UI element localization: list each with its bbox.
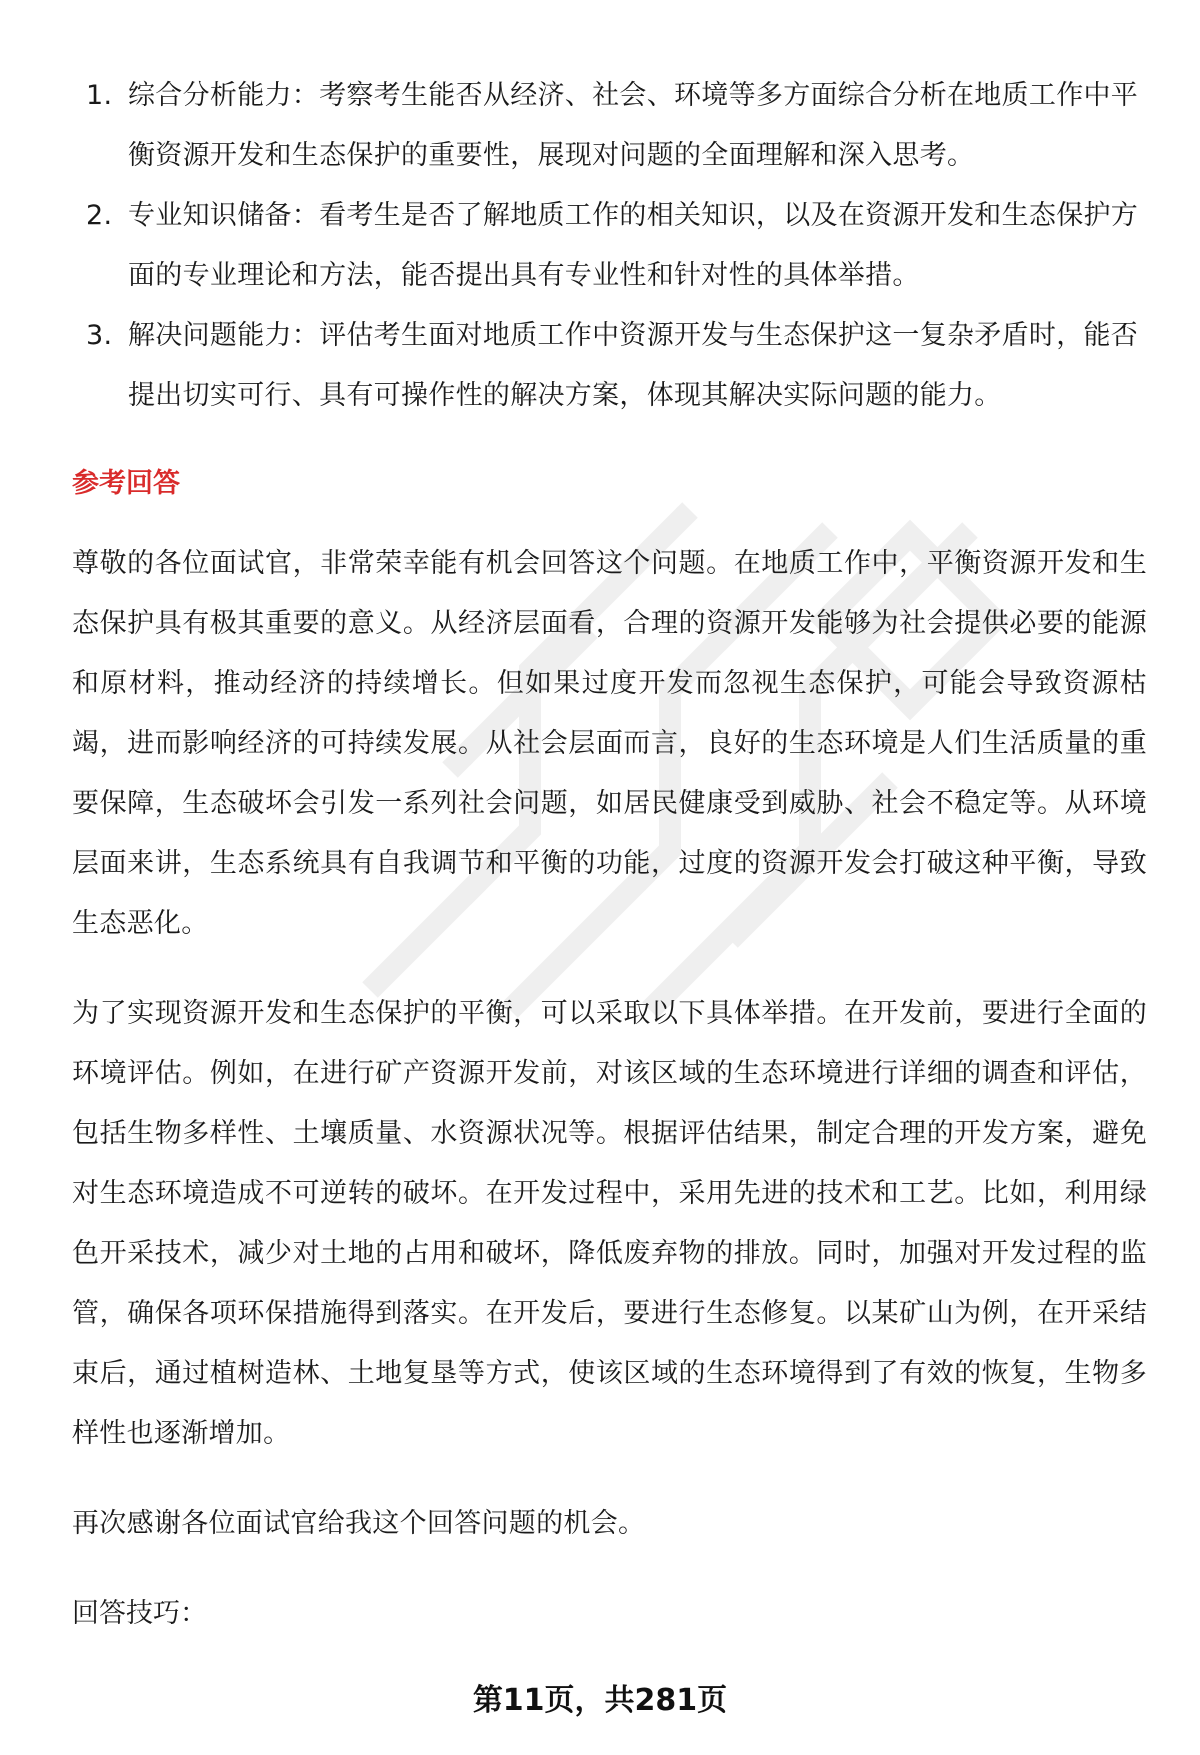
criteria-item	[72, 306, 1147, 426]
criteria-number: 3.	[86, 320, 113, 351]
criteria-number: 1.	[86, 80, 113, 111]
answer-paragraph: 为了实现资源开发和生态保护的平衡，可以采取以下具体举措。在开发前，要进行全面的环境评估。例如，在进行矿产资源开发前，对该区域的生态环境进行详细的调查和评估，包括生物多样性、土壤质量、水资源状况等。根据评估结果，制定合理的开发方案，避免对生态环境造成不可逆转的破坏。在开发过程中，采用先进的技术和工艺。比如，利用绿色开采技术，减少对土地的占用和破坏，降低废弃物的排放。同时，加强对开发过程的监管，确保各项环保措施得到落实。在开发后，要进行生态修复。以某矿山为例，在开采结束后，通过植树造林、土地复垦等方式，使该区域的生态环境得到了有效的恢复，生物多样性也逐渐增加。	[72, 998, 1147, 1449]
criteria-text: 综合分析能力：考察考生能否从经济、社会、环境等多方面综合分析在地质工作中平衡资源开发和生态保护的重要性，展现对问题的全面理解和深入思考。	[128, 80, 1139, 171]
answer-tips-label: 回答技巧：	[72, 1598, 207, 1629]
criteria-number: 2.	[86, 200, 113, 231]
answer-paragraph: 尊敬的各位面试官，非常荣幸能有机会回答这个问题。在地质工作中，平衡资源开发和生态保护具有极其重要的意义。从经济层面看，合理的资源开发能够为社会提供必要的能源和原材料，推动经济的持续增长。但如果过度开发而忽视生态保护，可能会导致资源枯竭，进而影响经济的可持续发展。从社会层面而言，良好的生态环境是人们生活质量的重要保障，生态破坏会引发一系列社会问题，如居民健康受到威胁、社会不稳定等。从环境层面来讲，生态系统具有自我调节和平衡的功能，过度的资源开发会打破这种平衡，导致生态恶化。	[72, 548, 1147, 939]
answer-paragraph: 再次感谢各位面试官给我这个回答问题的机会。	[72, 1508, 646, 1539]
evaluation-criteria-list	[72, 66, 1147, 426]
criteria-item	[72, 186, 1147, 306]
criteria-text: 解决问题能力：评估考生面对地质工作中资源开发与生态保护这一复杂矛盾时，能否提出切实可行、具有可操作性的解决方案，体现其解决实际问题的能力。	[128, 320, 1139, 411]
criteria-item	[72, 66, 1147, 186]
criteria-text: 专业知识储备：看考生是否了解地质工作的相关知识，以及在资源开发和生态保护方面的专业理论和方法，能否提出具有专业性和针对性的具体举措。	[128, 200, 1139, 291]
reference-answer-heading: 参考回答	[72, 468, 180, 499]
page-number-footer: 第11页，共281页	[472, 1683, 728, 1718]
document-body	[72, 66, 1147, 1644]
